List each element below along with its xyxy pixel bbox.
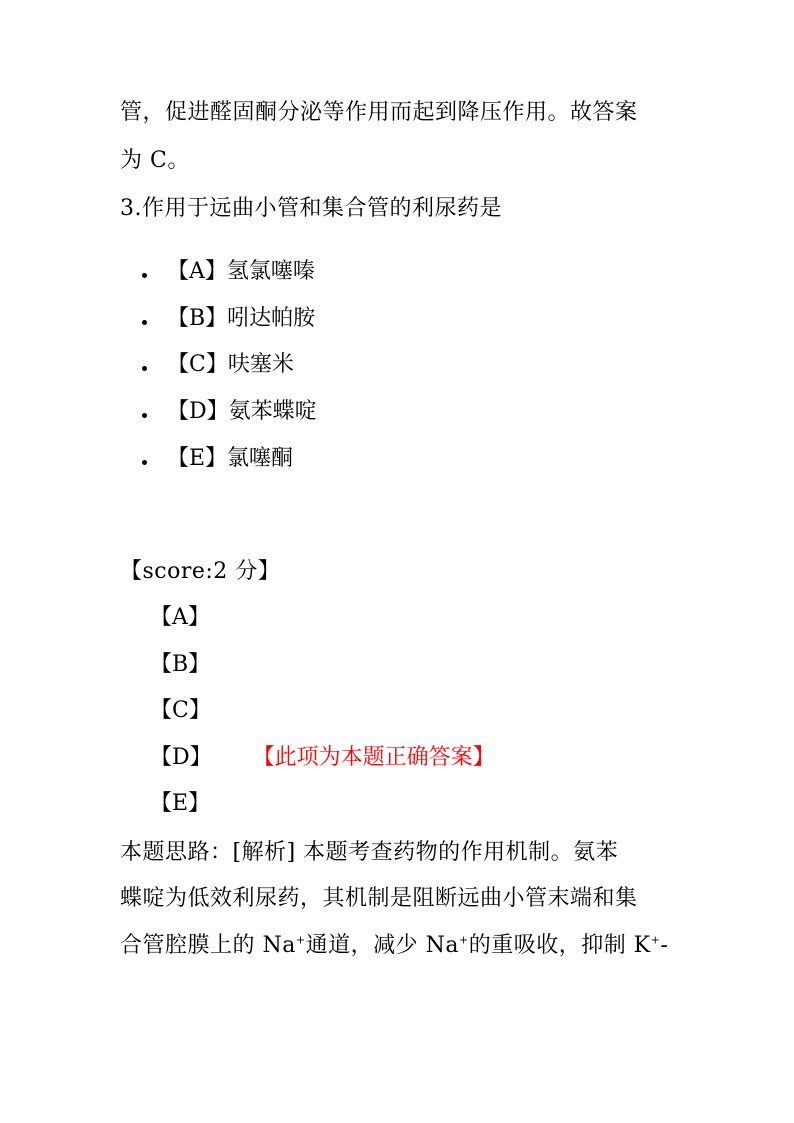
answer-key: 【D】 (150, 745, 212, 770)
option-label: 【C】呋塞米 (167, 352, 294, 377)
answer-e: 【E】 (150, 791, 211, 816)
explanation-text: - (660, 933, 669, 958)
option-e (142, 444, 293, 474)
explanation-text: 的重吸收，抑制 K (468, 933, 651, 958)
answer-c: 【C】 (150, 698, 211, 723)
explanation-line-2: 蝶啶为低效利尿药，其机制是阻断远曲小管末端和集 (120, 886, 638, 911)
score-label: 【score:2 分】 (120, 559, 281, 584)
explanation-line-1: 本题思路：[解析] 本题考查药物的作用机制。氨苯 (120, 840, 619, 865)
option-a (142, 257, 315, 287)
explanation-line-3 (120, 931, 668, 961)
bullet-icon (142, 460, 147, 465)
superscript-plus: + (458, 933, 469, 947)
question-text: 3.作用于远曲小管和集合管的利尿药是 (120, 196, 502, 221)
option-label: 【D】氨苯蝶啶 (167, 399, 317, 424)
bullet-icon (142, 413, 147, 418)
bullet-icon (142, 273, 147, 278)
explanation-text: 合管腔膜上的 Na (120, 933, 296, 958)
correct-answer-marker: 【此项为本题正确答案】 (263, 745, 495, 770)
option-d (142, 397, 317, 427)
superscript-plus: + (650, 933, 661, 947)
superscript-plus: + (295, 933, 306, 947)
answer-b: 【B】 (150, 652, 211, 677)
explanation-text: 通道，减少 Na (305, 933, 459, 958)
previous-explanation-line-2: 为 C。 (120, 148, 190, 173)
option-label: 【B】吲达帕胺 (167, 306, 316, 331)
option-label: 【E】氯噻酮 (167, 446, 294, 471)
bullet-icon (142, 366, 147, 371)
option-c (142, 350, 294, 380)
option-b (142, 304, 315, 334)
bullet-icon (142, 320, 147, 325)
previous-explanation-line-1: 管，促进醛固酮分泌等作用而起到降压作用。故答案 (120, 100, 638, 125)
answer-d (150, 743, 495, 773)
option-label: 【A】氢氯噻嗪 (167, 259, 315, 284)
answer-a: 【A】 (150, 605, 210, 630)
